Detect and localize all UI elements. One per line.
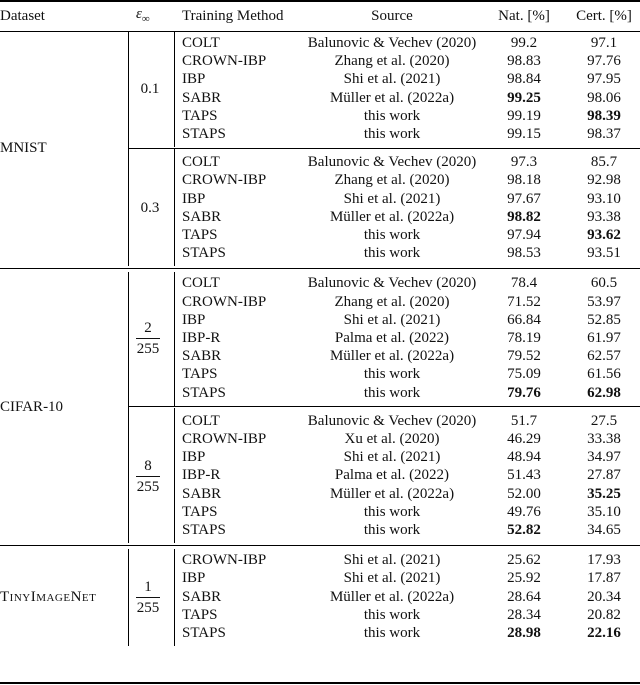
header-rule [0, 31, 640, 32]
method-cell: TAPS [182, 366, 218, 383]
epsilon-value: 0.1 [140, 80, 160, 97]
epsilon-numerator: 2 [144, 320, 152, 337]
method-cell: COLT [182, 35, 220, 51]
epsilon-denominator: 255 [136, 478, 160, 495]
source-cell: this work [363, 606, 421, 623]
method-cell: TAPS [182, 606, 218, 623]
nat-accuracy-cell: 79.76 [507, 384, 541, 401]
fraction-bar [136, 338, 160, 339]
source-cell: this work [363, 126, 421, 142]
method-cell: CROWN-IBP [182, 172, 267, 189]
nat-accuracy-cell: 49.76 [507, 503, 541, 520]
method-cell: COLT [182, 275, 220, 292]
epsilon-value: 0.3 [140, 199, 160, 216]
nat-accuracy-cell: 75.09 [507, 366, 541, 383]
nat-accuracy-cell: 99.15 [507, 126, 541, 142]
method-cell: IBP [182, 71, 206, 88]
nat-accuracy-cell: 25.62 [507, 552, 541, 569]
source-cell: this work [363, 245, 421, 262]
nat-accuracy-cell: 98.53 [507, 245, 541, 262]
cert-accuracy-cell: 53.97 [587, 293, 621, 310]
cert-accuracy-cell: 93.10 [587, 190, 621, 207]
dataset-separator [0, 268, 640, 269]
cert-accuracy-cell: 35.10 [587, 503, 621, 520]
source-cell: Müller et al. (2022a) [329, 89, 455, 106]
method-cell: IBP-R [182, 330, 221, 346]
fraction-bar [136, 476, 160, 477]
bottom-rule [0, 682, 640, 684]
block-separator [128, 148, 640, 149]
source-cell: this work [363, 107, 421, 124]
nat-accuracy-cell: 98.83 [507, 53, 541, 70]
method-cell: CROWN-IBP [182, 552, 267, 569]
cert-accuracy-cell: 61.56 [587, 366, 621, 383]
source-cell: Shi et al. (2021) [343, 190, 441, 207]
method-cell: IBP-R [182, 467, 221, 484]
cert-accuracy-cell: 62.57 [587, 348, 621, 365]
method-cell: CROWN-IBP [182, 293, 267, 310]
method-cell: SABR [182, 588, 222, 605]
top-rule [0, 0, 640, 2]
cert-accuracy-cell: 93.38 [587, 208, 621, 225]
nat-accuracy-cell: 28.64 [507, 588, 541, 605]
method-cell: CROWN-IBP [182, 53, 267, 70]
method-column-separator [174, 32, 175, 147]
source-cell: this work [363, 522, 421, 538]
cert-accuracy-cell: 33.38 [587, 431, 621, 447]
cert-accuracy-cell: 62.98 [587, 384, 621, 401]
nat-accuracy-cell: 99.19 [507, 107, 541, 124]
method-cell: SABR [182, 208, 222, 225]
source-cell: Müller et al. (2022a) [329, 588, 455, 605]
source-cell: Palma et al. (2022) [334, 467, 450, 484]
cert-accuracy-cell: 35.25 [587, 485, 621, 502]
source-cell: this work [363, 227, 421, 243]
nat-accuracy-cell: 51.7 [510, 412, 538, 429]
nat-accuracy-cell: 79.52 [507, 348, 541, 365]
cert-accuracy-cell: 34.65 [587, 522, 621, 538]
method-cell: TAPS [182, 503, 218, 520]
method-cell: SABR [182, 348, 222, 365]
nat-accuracy-cell: 46.29 [507, 431, 541, 447]
source-cell: Müller et al. (2022a) [329, 348, 455, 365]
header-epsilon: $\varepsilon_\infty$ [136, 6, 150, 25]
method-cell: IBP [182, 311, 206, 328]
cert-accuracy-cell: 98.39 [587, 107, 621, 124]
cert-accuracy-cell: 34.97 [587, 449, 621, 466]
cert-accuracy-cell: 52.85 [587, 311, 621, 328]
nat-accuracy-cell: 97.67 [507, 190, 541, 207]
method-cell: SABR [182, 485, 222, 502]
cert-accuracy-cell: 20.82 [587, 606, 621, 623]
method-column-separator [174, 549, 175, 646]
method-cell: COLT [182, 154, 220, 171]
nat-accuracy-cell: 97.3 [510, 154, 538, 171]
epsilon-denominator: 255 [136, 599, 160, 616]
source-cell: Shi et al. (2021) [343, 552, 441, 569]
source-cell: Zhang et al. (2020) [334, 172, 450, 189]
fraction-bar [136, 597, 160, 598]
source-cell: this work [363, 625, 421, 641]
source-cell: this work [363, 366, 421, 383]
nat-accuracy-cell: 52.82 [507, 522, 541, 538]
nat-accuracy-cell: 99.2 [510, 35, 538, 51]
dataset-column-separator [128, 549, 129, 646]
method-column-separator [174, 149, 175, 266]
method-cell: IBP [182, 449, 206, 466]
cert-accuracy-cell: 17.87 [587, 570, 621, 587]
nat-accuracy-cell: 71.52 [507, 293, 541, 310]
dataset-column-separator [128, 32, 129, 266]
nat-accuracy-cell: 51.43 [507, 467, 541, 484]
epsilon-fraction [134, 458, 162, 495]
header-dataset: Dataset [0, 8, 45, 24]
source-cell: Balunovic & Vechev (2020) [307, 275, 477, 292]
method-cell: STAPS [182, 245, 226, 262]
cert-accuracy-cell: 93.62 [587, 227, 621, 243]
cert-accuracy-cell: 20.34 [587, 588, 621, 605]
cert-accuracy-cell: 98.06 [587, 89, 621, 106]
source-cell: Shi et al. (2021) [343, 570, 441, 587]
cert-accuracy-cell: 93.51 [587, 245, 621, 262]
method-cell: SABR [182, 89, 222, 106]
nat-accuracy-cell: 98.82 [507, 208, 541, 225]
dataset-column-separator [128, 272, 129, 543]
method-column-separator [174, 272, 175, 405]
source-cell: Shi et al. (2021) [343, 311, 441, 328]
method-cell: IBP [182, 570, 206, 587]
cert-accuracy-cell: 17.93 [587, 552, 621, 569]
method-cell: STAPS [182, 126, 226, 142]
source-cell: Shi et al. (2021) [343, 71, 441, 88]
source-cell: Xu et al. (2020) [344, 431, 440, 447]
source-cell: Shi et al. (2021) [343, 449, 441, 466]
cert-accuracy-cell: 85.7 [590, 154, 618, 171]
method-cell: TAPS [182, 107, 218, 124]
epsilon-fraction [134, 579, 162, 616]
cert-accuracy-cell: 92.98 [587, 172, 621, 189]
cert-accuracy-cell: 27.87 [587, 467, 621, 484]
source-cell: Zhang et al. (2020) [334, 293, 450, 310]
cert-accuracy-cell: 22.16 [587, 625, 621, 641]
source-cell: this work [363, 384, 421, 401]
epsilon-fraction [134, 320, 162, 357]
nat-accuracy-cell: 25.92 [507, 570, 541, 587]
dataset-label: TinyImageNet [0, 588, 97, 605]
method-cell: STAPS [182, 384, 226, 401]
cert-accuracy-cell: 27.5 [590, 412, 618, 429]
source-cell: Müller et al. (2022a) [329, 485, 455, 502]
nat-accuracy-cell: 78.4 [510, 275, 538, 292]
cert-accuracy-cell: 97.1 [590, 35, 618, 51]
dataset-label: MNIST [0, 140, 47, 157]
nat-accuracy-cell: 97.94 [507, 227, 541, 243]
cert-accuracy-cell: 98.37 [587, 126, 621, 142]
cert-accuracy-cell: 61.97 [587, 330, 621, 346]
method-cell: STAPS [182, 625, 226, 641]
cert-accuracy-cell: 60.5 [590, 275, 618, 292]
dataset-separator [0, 545, 640, 546]
source-cell: Zhang et al. (2020) [334, 53, 450, 70]
nat-accuracy-cell: 28.34 [507, 606, 541, 623]
method-column-separator [174, 408, 175, 543]
epsilon-numerator: 1 [144, 578, 152, 595]
nat-accuracy-cell: 48.94 [507, 449, 541, 466]
source-cell: Balunovic & Vechev (2020) [307, 35, 477, 51]
nat-accuracy-cell: 98.84 [507, 71, 541, 88]
method-cell: TAPS [182, 227, 218, 243]
header-training-method: Training Method [182, 8, 284, 24]
header-source: Source [371, 8, 413, 24]
dataset-label: CIFAR-10 [0, 398, 64, 415]
nat-accuracy-cell: 66.84 [507, 311, 541, 328]
source-cell: Palma et al. (2022) [334, 330, 450, 346]
source-cell: Balunovic & Vechev (2020) [307, 154, 477, 171]
epsilon-numerator: 8 [144, 457, 152, 474]
method-cell: IBP [182, 190, 206, 207]
source-cell: Müller et al. (2022a) [329, 208, 455, 225]
cert-accuracy-cell: 97.76 [587, 53, 621, 70]
epsilon-denominator: 255 [136, 341, 160, 358]
cert-accuracy-cell: 97.95 [587, 71, 621, 88]
nat-accuracy-cell: 98.18 [507, 172, 541, 189]
source-cell: this work [363, 503, 421, 520]
nat-accuracy-cell: 28.98 [507, 625, 541, 641]
nat-accuracy-cell: 99.25 [507, 89, 541, 106]
source-cell: Balunovic & Vechev (2020) [307, 412, 477, 429]
method-cell: CROWN-IBP [182, 431, 267, 447]
method-cell: COLT [182, 412, 220, 429]
header-nat-accuracy: Nat. [%] [498, 8, 550, 24]
header-cert-accuracy: Cert. [%] [576, 8, 632, 24]
nat-accuracy-cell: 78.19 [507, 330, 541, 346]
method-cell: STAPS [182, 522, 226, 538]
nat-accuracy-cell: 52.00 [507, 485, 541, 502]
block-separator [128, 406, 640, 407]
